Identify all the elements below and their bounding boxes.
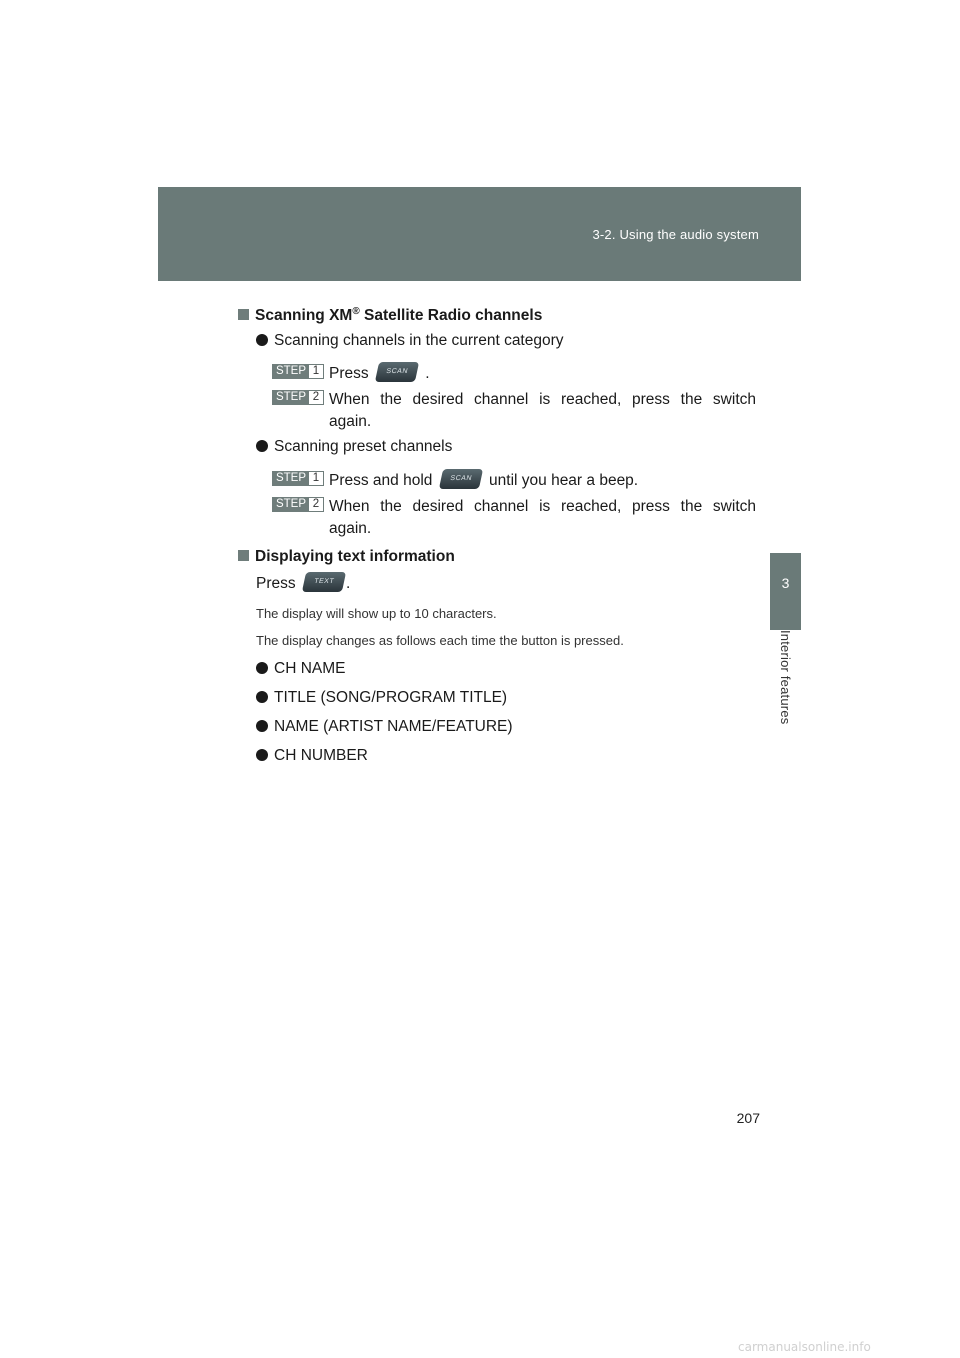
heading-scanning — [238, 306, 542, 325]
step-badge — [272, 390, 324, 405]
round-bullet-icon — [256, 749, 268, 761]
section-title: 3-2. Using the audio system — [592, 227, 759, 242]
step-number: 1 — [312, 365, 320, 377]
step-text — [329, 469, 756, 493]
bullet-current-category — [256, 332, 564, 350]
chapter-label — [770, 630, 801, 750]
list-item — [256, 689, 507, 707]
step-text: When the desired channel is reached, press the switch — [329, 391, 756, 408]
step-text-continued: again. — [329, 413, 372, 430]
watermark: carmanualsonline.info — [738, 1340, 871, 1354]
step-badge — [272, 497, 324, 512]
press-label: Press — [256, 575, 296, 593]
scan-button-icon: SCAN — [375, 362, 419, 382]
list-item-text: CH NUMBER — [274, 747, 368, 764]
text-button-icon: TEXT — [302, 572, 346, 592]
step-text-before: Press — [329, 365, 369, 382]
chapter-tab — [770, 553, 801, 630]
heading-text-information — [238, 548, 455, 566]
step-text-before: Press and hold — [329, 472, 433, 489]
note-display-changes: The display changes as follows each time the button is pressed. — [256, 633, 624, 648]
square-bullet-icon — [238, 309, 249, 320]
scan-button-icon: SCAN — [439, 469, 483, 489]
round-bullet-icon — [256, 662, 268, 674]
list-item — [256, 747, 368, 765]
step-number: 1 — [312, 472, 320, 484]
header-band — [158, 187, 801, 281]
list-item-text: CH NAME — [274, 660, 346, 677]
step-text-after: . — [425, 365, 430, 382]
step-row — [272, 362, 756, 386]
chapter-label-text: Interior features — [778, 630, 793, 725]
chapter-number: 3 — [781, 575, 790, 591]
registered-mark: ® — [352, 306, 360, 317]
round-bullet-icon — [256, 334, 268, 346]
heading-text: Displaying text information — [255, 548, 455, 565]
bullet-preset-channels — [256, 438, 452, 456]
list-item — [256, 660, 345, 678]
round-bullet-icon — [256, 691, 268, 703]
heading-text: Scanning XM — [255, 307, 353, 325]
step-number: 2 — [312, 498, 320, 510]
square-bullet-icon — [238, 550, 249, 561]
step-row — [272, 495, 756, 543]
step-badge — [272, 364, 324, 379]
bullet-label: Scanning preset channels — [274, 438, 453, 455]
page-number: 207 — [736, 1110, 760, 1126]
step-text-continued: again. — [329, 520, 372, 537]
step-row — [272, 388, 756, 436]
list-item — [256, 718, 513, 736]
step-word: STEP — [273, 391, 309, 404]
step-text: When the desired channel is reached, press the switch — [329, 498, 756, 515]
step-word: STEP — [273, 472, 309, 485]
heading-text-suffix: Satellite Radio channels — [359, 307, 543, 325]
press-after: . — [345, 575, 351, 593]
press-text-line — [256, 574, 350, 594]
step-text — [329, 362, 756, 386]
list-item-text: TITLE (SONG/PROGRAM TITLE) — [274, 689, 508, 706]
step-row — [272, 469, 756, 493]
step-number: 2 — [312, 391, 320, 403]
bullet-label: Scanning channels in the current category — [274, 332, 564, 349]
step-word: STEP — [273, 498, 309, 511]
note-characters: The display will show up to 10 characters. — [256, 606, 497, 621]
round-bullet-icon — [256, 720, 268, 732]
step-word: STEP — [273, 365, 309, 378]
round-bullet-icon — [256, 440, 268, 452]
list-item-text: NAME (ARTIST NAME/FEATURE) — [274, 718, 513, 735]
step-badge — [272, 471, 324, 486]
step-text-after: until you hear a beep. — [489, 472, 639, 489]
